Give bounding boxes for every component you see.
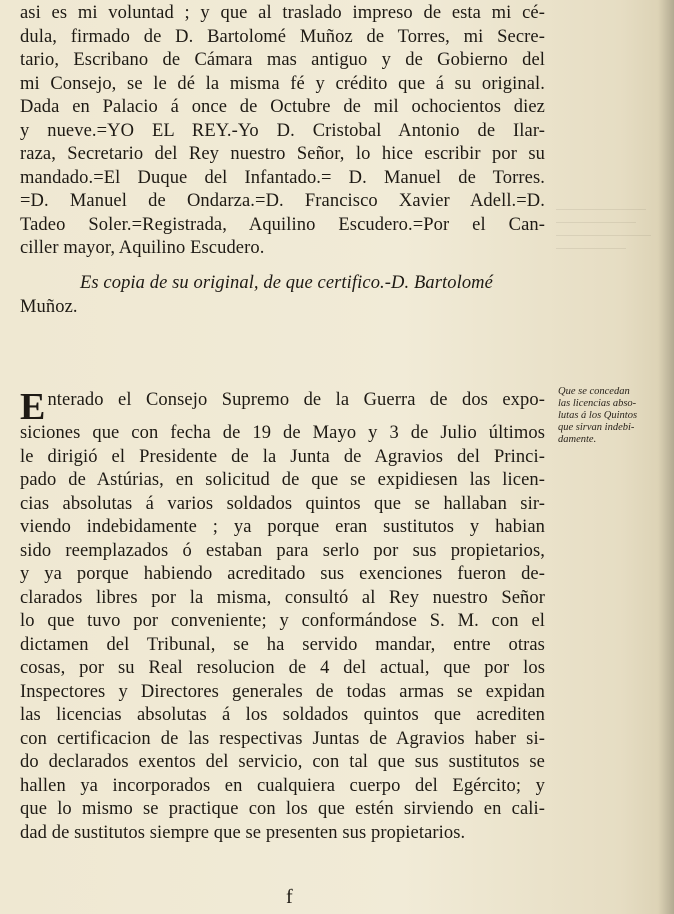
signature-mark: f: [286, 886, 293, 908]
certification-line: Es copia de su original, de que certifico.-D. Bartolomé: [80, 273, 493, 293]
text-line: [20, 389, 545, 422]
text-line: ciller mayor, Aquilino Escudero.: [20, 238, 265, 258]
margin-note-line: las licencias abso-: [558, 398, 637, 409]
show-through-left-margin: [556, 203, 666, 261]
text-line: siciones que con fecha de 19 de Mayo y 3 de Julio últimos: [20, 423, 545, 443]
decree-closing-paragraph: [20, 2, 545, 261]
text-line: dad de sustitutos siempre que se presenten sus propietarios.: [20, 822, 466, 843]
page-edge-shadow: [658, 0, 674, 914]
text-line: pado de Astúrias, en solicitud de que se expidiesen las licen-: [20, 470, 545, 490]
text-line: tario, Escribano de Cámara mas antiguo y de Gobierno del: [20, 50, 545, 70]
text-line: Dada en Palacio á once de Octubre de mil ochocientos diez: [20, 97, 545, 117]
drop-cap: E: [20, 389, 46, 422]
text-line: asi es mi voluntad ; y que al traslado impreso de esta mi cé-: [20, 3, 545, 23]
margin-note-line: que sirvan indebi-: [558, 422, 635, 433]
text-line: cias absolutas á varios soldados quintos que se hallaban sir-: [20, 493, 545, 514]
text-line: con certificacion de las respectivas Juntas de Agravios haber si-: [20, 728, 545, 749]
text-line: dictamen del Tribunal, se ha servido mandar, entre otras: [20, 634, 545, 655]
certification-paragraph: [20, 272, 545, 319]
margin-note-line: damente.: [558, 434, 597, 445]
text-line: y nueve.=YO EL REY.-Yo D. Cristobal Antonio de Ilar-: [20, 120, 545, 141]
margin-note-line: Que se concedan: [558, 386, 630, 397]
text-line: clarados libres por la misma, consultó al Rey nuestro Señor: [20, 587, 545, 608]
council-resolution-paragraph: [20, 389, 545, 845]
text-line: hallen ya incorporados en cualquiera cuerpo del Egército; y: [20, 775, 545, 796]
text-line: le dirigió el Presidente de la Junta de Agravios del Princi-: [20, 446, 545, 467]
margin-note-line: lutas á los Quintos: [558, 410, 638, 421]
text-line: viendo indebidamente ; ya porque eran sustitutos y habian: [20, 517, 545, 537]
text-line: raza, Secretario del Rey nuestro Señor, lo hice escribir por su: [20, 144, 545, 164]
text-line: que lo mismo se practique con los que estén sirviendo en cali-: [20, 799, 545, 819]
text-line: sido reemplazados ó estaban para serlo por sus propietarios,: [20, 540, 545, 561]
first-line-text: nterado el Consejo Supremo de la Guerra de dos expo-: [47, 390, 545, 410]
text-line: cosas, por su Real resolucion de 4 del actual, que por los: [20, 658, 545, 678]
text-line: do declarados exentos del servicio, con tal que sus sustitutos se: [20, 752, 545, 772]
marginal-note: [558, 386, 670, 446]
text-line: las licencias absolutas á los soldados quintos que acrediten: [20, 705, 545, 725]
text-line: mandado.=El Duque del Infantado.= D. Manuel de Torres.: [20, 167, 545, 188]
text-line: lo que tuvo por conveniente; y conformándose S. M. con el: [20, 611, 545, 631]
text-line: y ya porque habiendo acreditado sus exenciones fueron de-: [20, 564, 545, 584]
certification-line: Muñoz.: [20, 296, 78, 317]
text-line: Tadeo Soler.=Registrada, Aquilino Escudero.=Por el Can-: [20, 214, 545, 235]
text-line: mi Consejo, se le dé la misma fé y crédito que á su original.: [20, 73, 545, 94]
text-line: Inspectores y Directores generales de todas armas se expidan: [20, 681, 545, 702]
text-line: =D. Manuel de Ondarza.=D. Francisco Xavier Adell.=D.: [20, 191, 545, 211]
text-line: dula, firmado de D. Bartolomé Muñoz de Torres, mi Secre-: [20, 26, 545, 47]
